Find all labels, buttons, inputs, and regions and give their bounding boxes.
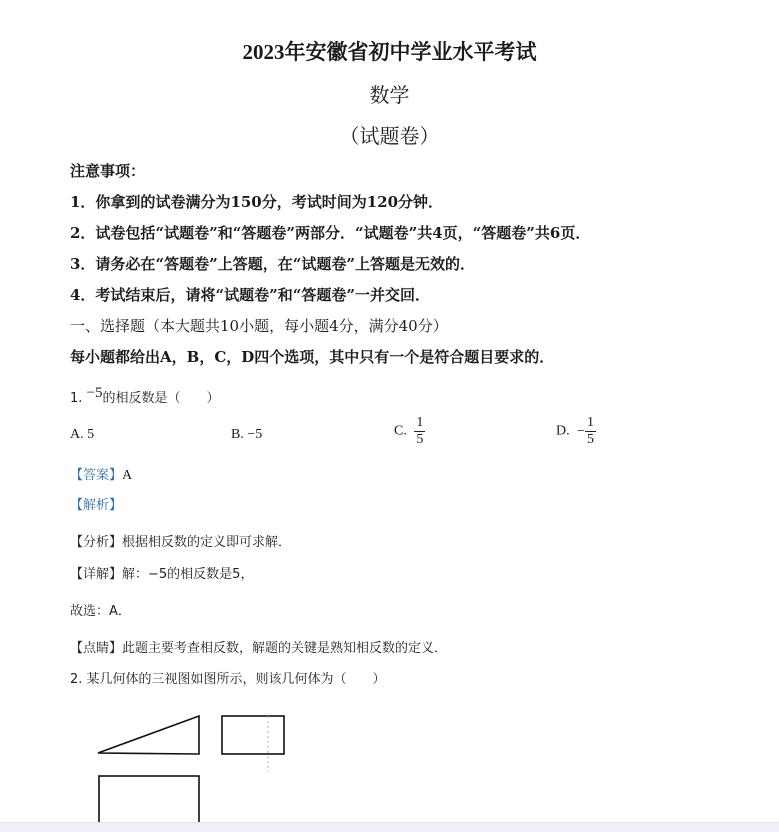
fenxi-line: 【分析】根据相反数的定义即可求解． (70, 535, 292, 550)
notice-item-4: 4．考试结束后，请将“试题卷”和“答题卷”一并交回． (70, 286, 430, 304)
answer-value: A (122, 468, 133, 483)
option-b: B. −5 (231, 427, 263, 442)
xiangjie-line: 【详解】解：−5的相反数是5， (70, 567, 254, 582)
option-a: A. 5 (70, 427, 95, 442)
conclusion-line: 故选：A． (70, 604, 131, 619)
section-title: 一、选择题（本大题共10小题，每小题4分，满分40分） (70, 317, 448, 335)
section-instruction: 每小题都给出A，B，C，D四个选项，其中只有一个是符合题目要求的． (70, 348, 555, 366)
dianjing-line: 【点睛】此题主要考查相反数，解题的关键是熟知相反数的定义． (70, 641, 448, 656)
exam-volume: （试题卷） (339, 124, 440, 148)
fraction: $\frac{1}{5}$ (416, 415, 424, 447)
question-2-stem: 2. 某几何体的三视图如图所示，则该几何体为（ ） (70, 672, 386, 687)
side-view-rect (222, 716, 284, 754)
question-number: 1. (70, 391, 83, 406)
notice-heading: 注意事项： (70, 162, 146, 180)
notice-item-1: 1．你拿到的试卷满分为150分，考试时间为120分钟． (70, 193, 444, 211)
front-view-triangle (98, 716, 199, 754)
answer-label: 【答案】 (70, 468, 123, 483)
notice-item-3: 3．请务必在“答题卷”上答题，在“试题卷”上答题是无效的． (70, 255, 475, 273)
question-text: 的相反数是（ ） (102, 391, 220, 406)
fraction: $\frac{1}{5}$ (587, 415, 595, 447)
option-d: D. − $\frac{1}{5}$ (556, 415, 595, 447)
question-expr: −5 (86, 385, 103, 401)
analysis-label: 【解析】 (70, 498, 123, 513)
exam-subject: 数学 (369, 83, 410, 107)
option-c: C. $\frac{1}{5}$ (394, 415, 424, 447)
notice-item-2: 2．试卷包括“试题卷”和“答题卷”两部分．“试题卷”共4页，“答题卷”共6页． (70, 224, 591, 242)
exam-title: 2023年安徽省初中学业水平考试 (242, 40, 537, 64)
